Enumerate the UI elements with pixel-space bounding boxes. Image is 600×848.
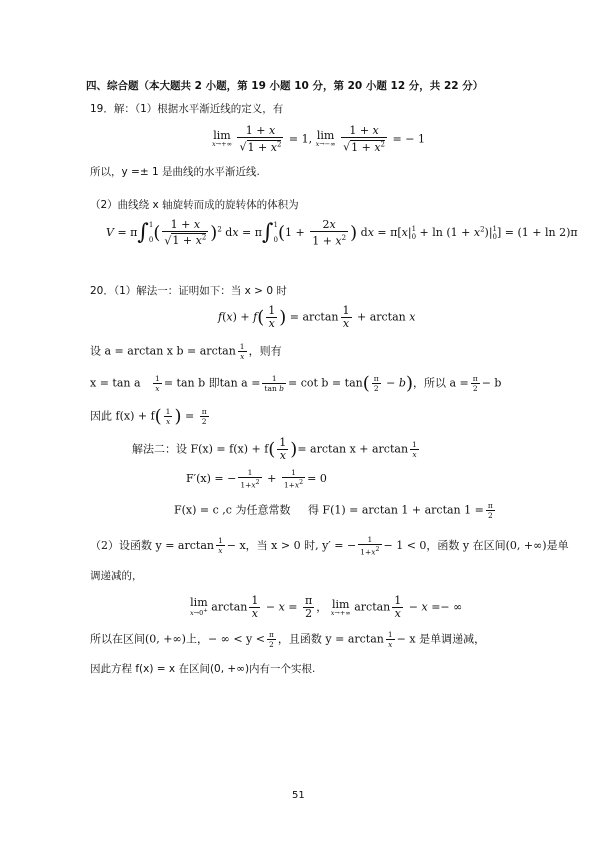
- q20-derivative: F′(x) = − $\frac{1}{1+x^2}$ + $\frac{1}{1+x^2}$ = 0: [186, 468, 327, 490]
- q20-method2: 解法二：设 F(x) = f(x) + f( $\frac{1}{x}$ )= arctan x + arctan $\frac{1}{x}$: [132, 436, 417, 462]
- q19-volume-formula: V = π∫ 1 0 ( $\frac{1 + x}{√1 + x^2}$ )$^2$ dx = π∫ 1 0 (1 + $\frac{2x}{1 + x^2}$ ) dx = π[x| 1 0 + $\ln (1 + x^2)|$ 1 0 ] = (1 + ln 2)π: [106, 217, 578, 248]
- q20-part2a: （2）设函数 y = arctan: [90, 538, 214, 552]
- q19-conclusion: 所以，y =± 1 是曲线的水平渐近线.: [90, 166, 260, 178]
- q20-cot: = cot b = tan: [287, 376, 363, 390]
- q20-hence: 因此 f(x) + f( $\frac{1}{x}$ ) = $\frac{\pi}{2}$: [90, 406, 207, 427]
- q20-tanb: = tan b 即tan a =: [163, 376, 261, 390]
- q20-intro: 20．（1）解法一：证明如下：当 x > 0 时: [90, 285, 287, 297]
- q20-part2c: − 1 < 0，函数 y 在区间(0, +∞)是单: [383, 538, 569, 552]
- q20-deriv-end: = 0: [307, 471, 327, 485]
- q20-soa: ，所以 a =: [412, 376, 469, 390]
- q20-part2b: − x，当 x > 0 时, y′ = −: [226, 538, 357, 552]
- q20-method2b-text: = arctan x + arctan: [297, 442, 409, 456]
- q20-so3: − x 是单调递减，: [396, 632, 486, 646]
- q19-intro: 19．解：（1）根据水平渐近线的定义，有: [90, 103, 284, 115]
- q20-get-text: 得 F(1) = arctan 1 + arctan 1 =: [307, 503, 484, 517]
- q19-limits-formula: lim x→+∞ $\frac{1 + x}{√1 + x^2}$ = 1, lim x→−∞ $\frac{1 + x}{√1 + x^2}$ = − 1: [212, 124, 425, 154]
- q20-deriv-text: F′(x) = −: [186, 471, 237, 485]
- q20-then-text: ，则有: [248, 344, 282, 358]
- q20-so: 所以在区间(0, +∞)上，− ∞ < y < $\frac{\pi}{2}$ ，且函数 y = arctan $\frac{1}{x}$ − x 是单调递减，: [90, 630, 486, 649]
- q20-hence-text: 因此 f(x) + f: [90, 409, 155, 423]
- q20-so2: ，且函数 y = arctan: [277, 632, 384, 646]
- q20-identity: f(x) + f( $\frac{1}{x}$ ) = arctan $\frac{1}{x}$ + arctan x: [218, 304, 416, 330]
- section-heading: 四、综合题（本大题共 2 小题，第 19 小题 10 分，第 20 小题 12 分，共 22 分）: [86, 80, 484, 92]
- q20-let: 设 a = arctan x b = arctan $\frac{1}{x}$ ，则有: [90, 342, 282, 361]
- q20-final: 因此方程 f(x) = x 在区间(0, +∞)内有一个实根.: [90, 663, 316, 675]
- q20-xtan: x = tan a: [90, 376, 141, 390]
- q20-part2: （2）设函数 y = arctan $\frac{1}{x}$ − x，当 x > 0 时, y′ = − $\frac{1}{1+x^2}$ − 1 < 0，函数 y 在区间(0, +∞)是单: [90, 535, 569, 557]
- q20-part2d: 调递减的，: [90, 570, 143, 582]
- page-number: 51: [292, 790, 305, 801]
- q20-method2-text: 解法二：设 F(x) = f(x) + f: [132, 442, 269, 456]
- q20-so1: 所以在区间(0, +∞)上，− ∞ < y <: [90, 632, 265, 646]
- q20-constant: F(x) = c ,c 为任意常数 得 F(1) = arctan 1 + arctan 1 = $\frac{\pi}{2}$: [174, 501, 493, 520]
- q20-let-text: 设 a = arctan x b = arctan: [90, 344, 236, 358]
- q20-const-text: F(x) = c ,c 为任意常数: [174, 503, 291, 517]
- q20-minusb: − b: [481, 376, 502, 390]
- q20-tan-relation: x = tan a $\frac{1}{x}$ = tan b 即tan a = $\frac{1}{\text{tan b}}$ = cot b = tan( $\frac{\pi}{2}$ − b)，所以 a = $\frac{\pi}{2}$ − b: [90, 373, 502, 394]
- q20-limits-formula: lim x→0+ arctan $\frac{1}{x}$ − x = $\frac{\pi}{2}$ ， lim x→+∞ arctan $\frac{1}{x}$ − x =− ∞: [190, 594, 463, 620]
- q19-part2: （2）曲线绕 x 轴旋转而成的旋转体的体积为: [90, 199, 299, 211]
